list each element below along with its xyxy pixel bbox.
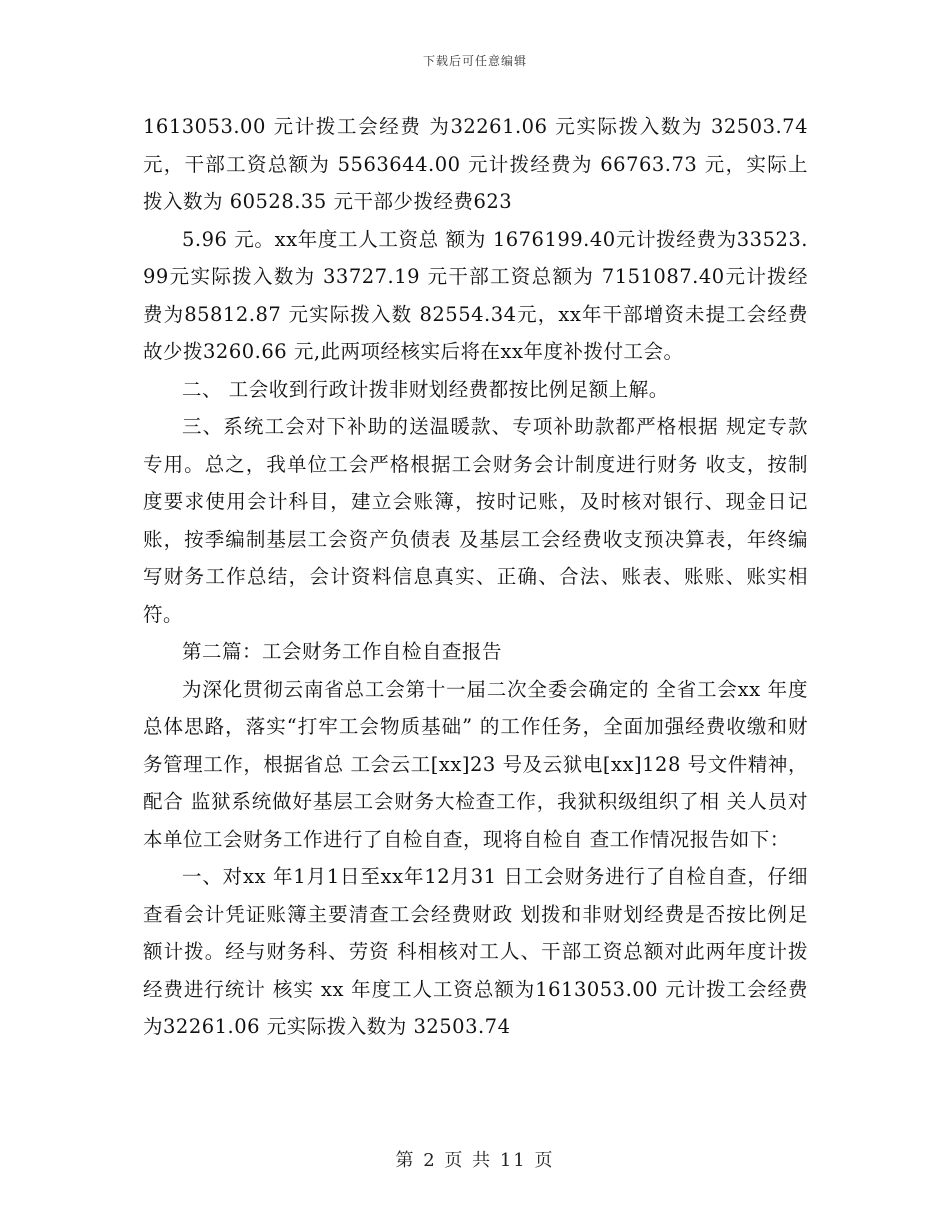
paragraph-continuation: 1613053.00 元计拨工会经费 为32261.06 元实际拨入数为 32503.74 元，干部工资总额为 5563644.00 元计拨经费为 66763.73 元，实际上拨入数为 60528.35 元干部少拨经费623 xyxy=(143,115,808,213)
paragraph-item-two: 二、 工会收到行政计拨非财划经费都按比例足额上解。 xyxy=(182,377,669,401)
paragraph-wage-totals: 5.96 元。xx年度工人工资总 额为 1676199.40元计拨经费为33523.99元实际拨入数为 33727.19 元干部工资总额为 7151087.40元计拨经费为85812.87 元实际拨入数 82554.34元，xx年干部增资未提工会经费故少拨3260.66 元,此两项经核实后将在xx年度补拨付工会。 xyxy=(143,227,808,363)
paragraph-item-three: 三、系统工会对下补助的送温暖款、专项补助款都严格根据 规定专款专用。总之，我单位工会严格根据工会财务会计制度进行财务 收支，按制度要求使用会计科目，建立会账簿，按时记账，及时核对银行、现金日记账，按季编制基层工会资产负债表 及基层工会经费收支预决算表，年终编写财务工作总结，会计资料信息真实、正确、合法、账表、账账、账实相符。 xyxy=(143,415,808,626)
document-body xyxy=(143,108,808,1046)
page-footer: 第 2 页 共 11 页 xyxy=(395,1150,555,1171)
paragraph-intro: 为深化贯彻云南省总工会第十一届二次全委会确定的 全省工会xx 年度总体思路，落实“打牢工会物质基础” 的工作任务，全面加强经费收缴和财务管理工作，根据省总 工会云工[xx]23 号及云狱电[xx]128 号文件精神，配合 监狱系统做好基层工会财务大检查工作，我狱积级组织了相 关人员对本单位工会财务工作进行了自检自查，现将自检自 查工作情况报告如下： xyxy=(143,677,808,851)
paragraph-item-one: 一、对xx 年1月1日至xx年12月31 日工会财务进行了自检自查，仔细查看会计凭证账簿主要清查工会经费财政 划拨和非财划经费是否按比例足额计拨。经与财务科、劳资 科相核对工人、干部工资总额对此两年度计拨经费进行统计 核实 xx 年度工人工资总额为1613053.00 元计拨工会经费 为32261.06 元实际拨入数为 32503.74 xyxy=(143,865,808,1038)
page-header: 下载后可任意编辑 xyxy=(422,54,527,68)
section-heading: 第二篇：工会财务工作自检自查报告 xyxy=(182,640,503,663)
